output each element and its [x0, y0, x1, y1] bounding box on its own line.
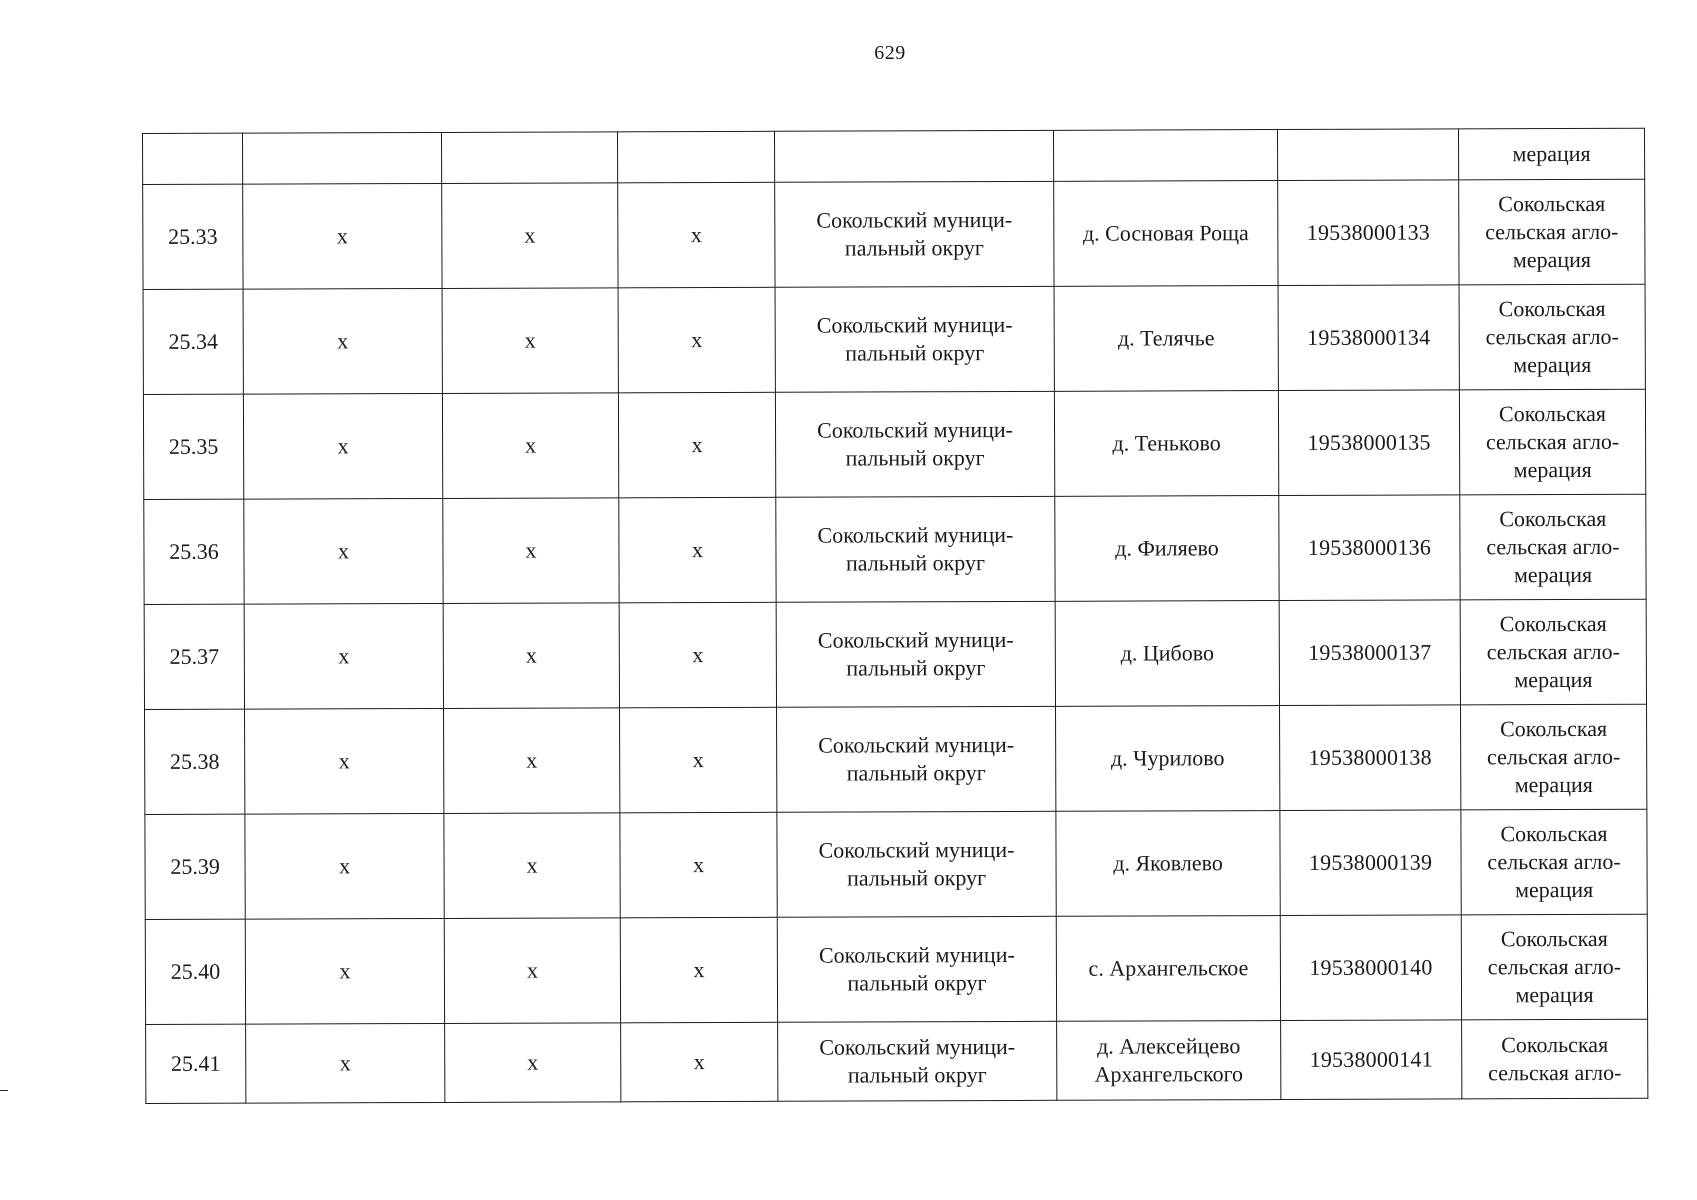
agglomeration-line-2: сельская агло-: [1485, 218, 1619, 245]
cell-district: [777, 706, 1056, 812]
agglomeration-line-3: мерация: [1513, 351, 1592, 378]
cell-district: [776, 601, 1055, 707]
district-line-1: Сокольский муници-: [816, 206, 1013, 233]
cell-item-number: 25.35: [143, 394, 243, 499]
cell-col4: х: [621, 1022, 778, 1102]
cell-settlement: [1056, 811, 1280, 917]
agglomeration-line-3: мерация: [1513, 561, 1593, 588]
agglomeration-line-2: сельская агло-: [1486, 533, 1620, 560]
district-line-2: пальный округ: [845, 550, 986, 576]
agglomeration-line-1: Сокольская: [1501, 1031, 1609, 1058]
cell-agglomeration: [1460, 599, 1646, 705]
cell-empty: [243, 132, 442, 184]
district-line-1: Сокольский муници-: [817, 521, 1014, 548]
cell-col2: х: [243, 393, 442, 499]
page-number: 629: [874, 42, 906, 64]
district-line-1: Сокольский муници-: [819, 1033, 1016, 1060]
cell-col3: х: [444, 813, 620, 919]
settlement-line-1: д. Алексейцево: [1096, 1033, 1241, 1059]
agglomeration-line-1: Сокольская: [1499, 610, 1607, 637]
district-line-1: Сокольский муници-: [818, 731, 1015, 758]
district-line-2: пальный округ: [844, 235, 984, 261]
district-line-1: Сокольский муници-: [816, 311, 1013, 338]
cell-col2: х: [245, 708, 444, 814]
cell-empty: [1053, 130, 1277, 182]
cell-item-number: 25.39: [145, 814, 245, 919]
agglomeration-line-2: сельская агло-: [1488, 1059, 1622, 1086]
cell-settlement: [1056, 706, 1280, 812]
cell-agglomeration: [1459, 179, 1645, 285]
district-line-2: пальный округ: [847, 970, 987, 996]
settlements-table-wrapper: [142, 128, 1648, 1104]
agglomeration-line-2: сельская агло-: [1486, 638, 1621, 665]
cell-col2: х: [246, 1023, 445, 1103]
cell-oktmo-code: 19538000137: [1279, 600, 1460, 706]
agglomeration-line-2: сельская агло-: [1485, 323, 1619, 350]
cell-col3: х: [444, 708, 620, 814]
cell-settlement: [1054, 391, 1278, 497]
table-row: [144, 494, 1646, 604]
agglomeration-line-1: Сокольская: [1500, 820, 1608, 847]
settlement-line-1: д. Филяево: [1115, 535, 1219, 561]
table-body: [143, 128, 1648, 1103]
cell-oktmo-code: 19538000138: [1280, 705, 1461, 811]
table-row: [143, 389, 1645, 499]
cell-col4: х: [620, 917, 777, 1023]
cell-empty: [1277, 129, 1458, 181]
cell-agglomeration: [1461, 704, 1647, 810]
cell-col2: х: [243, 288, 442, 394]
cell-col2: х: [244, 498, 443, 604]
cell-empty: [441, 132, 617, 184]
cell-district: [778, 1021, 1057, 1101]
cell-col3: х: [445, 1023, 621, 1103]
district-line-1: Сокольский муници-: [817, 626, 1014, 653]
cell-agglomeration: [1459, 389, 1645, 495]
cell-oktmo-code: 19538000134: [1278, 285, 1459, 391]
cell-col4: х: [620, 707, 777, 813]
cell-agglomeration: [1461, 914, 1647, 1020]
agglomeration-line-1: Сокольская: [1498, 190, 1606, 217]
table-row: [143, 284, 1645, 394]
cell-item-number: 25.38: [145, 709, 245, 814]
agglomeration-line-1: Сокольская: [1500, 925, 1608, 952]
cell-oktmo-code: 19538000140: [1280, 915, 1461, 1021]
table-row: [146, 1019, 1648, 1103]
cell-item-number: 25.33: [143, 184, 243, 289]
district-line-2: пальный округ: [847, 1062, 987, 1088]
cell-district: [777, 811, 1056, 917]
agglomeration-line-3: мерация: [1512, 246, 1592, 273]
table-row: [144, 599, 1646, 709]
settlement-line-1: с. Архангельское: [1088, 955, 1249, 981]
settlement-line-1: д. Яковлево: [1113, 850, 1223, 876]
district-line-1: Сокольский муници-: [818, 941, 1015, 968]
cell-oktmo-code: 19538000139: [1280, 810, 1461, 916]
table-row: [145, 914, 1647, 1024]
cell-col4: х: [619, 602, 776, 708]
agglomeration-line-1: Сокольская: [1499, 505, 1607, 532]
cell-col3: х: [444, 918, 620, 1024]
cell-col2: х: [245, 918, 444, 1024]
cell-col3: х: [443, 498, 619, 604]
cell-agglomeration: [1459, 284, 1645, 390]
cell-oktmo-code: 19538000133: [1278, 180, 1459, 286]
district-line-1: Сокольский муници-: [817, 416, 1013, 443]
table-row: [145, 704, 1647, 814]
cell-district: [776, 496, 1055, 602]
settlement-line-1: д. Теньково: [1112, 430, 1221, 456]
cell-col4: х: [619, 497, 776, 603]
agglomeration-line-3: мерация: [1513, 456, 1592, 483]
district-line-2: пальный округ: [845, 340, 985, 366]
settlement-line-1: д. Цибово: [1120, 640, 1215, 666]
cell-col4: х: [620, 812, 777, 918]
cell-col3: х: [443, 603, 619, 709]
agglomeration-line-1: Сокольская: [1498, 400, 1607, 427]
agglomeration-line-2: сельская агло-: [1487, 953, 1622, 980]
cell-item-number: 25.40: [145, 919, 245, 1024]
cell-oktmo-code: 19538000141: [1281, 1020, 1462, 1100]
margin-mark: [0, 1090, 8, 1091]
cell-settlement: [1054, 181, 1278, 287]
cell-col4: х: [618, 287, 775, 393]
continuation-row: [143, 128, 1645, 184]
cell-settlement: [1055, 496, 1279, 602]
table-row: [145, 809, 1647, 919]
cell-item-number: 25.34: [143, 289, 243, 394]
agglomeration-line-3: мерация: [1514, 771, 1593, 798]
cell-col3: х: [442, 288, 618, 394]
cell-settlement: [1055, 601, 1279, 707]
cell-empty: [143, 133, 243, 184]
cell-item-number: 25.36: [144, 499, 244, 604]
agglomeration-line-2: сельская агло-: [1487, 848, 1621, 875]
cell-district: [775, 391, 1054, 497]
agglomeration-line-1: Сокольская: [1500, 715, 1608, 742]
cell-item-number: 25.41: [146, 1024, 246, 1103]
settlement-line-2: Архангельского: [1094, 1061, 1244, 1087]
cell-settlement: [1056, 916, 1280, 1022]
cell-col3: х: [442, 393, 618, 499]
settlements-table: [142, 128, 1648, 1104]
settlement-line-1: д. Телячье: [1117, 325, 1215, 351]
settlement-line-1: д. Сосновая Роща: [1082, 220, 1249, 246]
settlement-line-1: д. Чурилово: [1110, 745, 1225, 771]
cell-oktmo-code: 19538000136: [1279, 495, 1460, 601]
cell-settlement: [1057, 1021, 1281, 1101]
cell-agglomeration: [1460, 494, 1646, 600]
agglomeration-line-2: сельская агло-: [1486, 743, 1621, 770]
cell-item-number: 25.37: [144, 604, 244, 709]
district-line-2: пальный округ: [846, 655, 986, 681]
district-line-1: Сокольский муници-: [818, 836, 1015, 863]
cell-col2: х: [244, 603, 443, 709]
cell-district: [775, 286, 1054, 392]
cell-col2: х: [243, 183, 442, 289]
cell-col4: х: [618, 182, 775, 288]
agglomeration-line-3: мерация: [1515, 876, 1594, 903]
cell-agglomeration: [1461, 809, 1647, 915]
cell-agglomeration: [1462, 1019, 1648, 1099]
agglomeration-line-3: мерация: [1514, 666, 1593, 693]
cell-agglomeration-continuation: мерация: [1458, 128, 1644, 180]
cell-empty: [774, 130, 1053, 182]
cell-district: [775, 181, 1054, 287]
district-line-2: пальный округ: [845, 445, 985, 471]
cell-oktmo-code: 19538000135: [1278, 390, 1459, 496]
agglomeration-line-2: сельская агло-: [1485, 428, 1620, 455]
cell-district: [777, 916, 1056, 1022]
cell-col3: х: [442, 183, 618, 289]
district-line-2: пальный округ: [847, 865, 987, 891]
district-line-2: пальный округ: [846, 760, 986, 786]
cell-empty: [617, 131, 774, 183]
table-row: [143, 179, 1645, 289]
cell-col4: х: [618, 392, 775, 498]
cell-settlement: [1054, 286, 1278, 392]
agglomeration-line-3: мерация: [1515, 981, 1594, 1008]
cell-col2: х: [245, 813, 444, 919]
agglomeration-line-1: Сокольская: [1498, 295, 1606, 322]
